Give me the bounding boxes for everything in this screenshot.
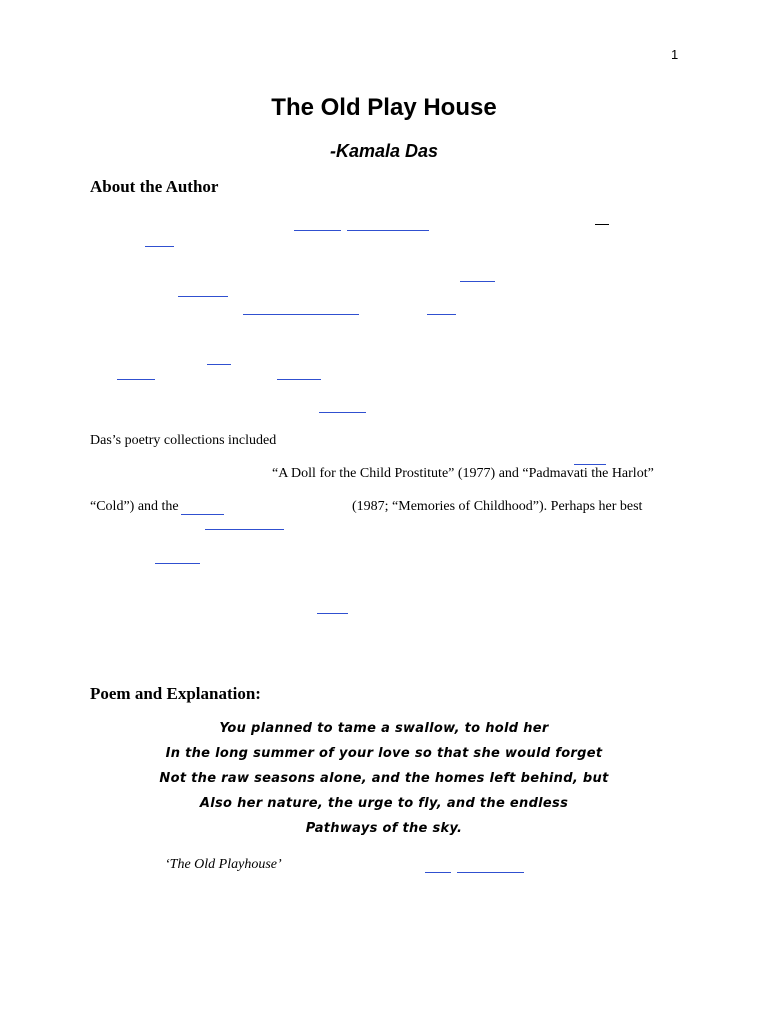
collections-line: “A Doll for the Child Prostitute” (1977) and “Padmavati the Harlot”: [272, 466, 654, 481]
poem-line: Not the raw seasons alone, and the homes left behind, but: [159, 771, 609, 786]
document-author: -Kamala Das: [329, 141, 439, 161]
hyperlink-underline[interactable]: [145, 246, 174, 247]
hyperlink-underline[interactable]: [277, 379, 321, 380]
hyperlink-underline[interactable]: [243, 314, 359, 315]
hyperlink-underline[interactable]: [181, 514, 224, 515]
text-underline: [595, 224, 609, 225]
hyperlink-underline[interactable]: [425, 872, 451, 873]
document-title: The Old Play House: [271, 94, 497, 121]
poem-line: Also her nature, the urge to fly, and the endless: [199, 796, 569, 811]
hyperlink-underline[interactable]: [574, 464, 606, 465]
memories-text: (1987; “Memories of Childhood”). Perhaps her best: [352, 499, 643, 514]
hyperlink-underline[interactable]: [460, 281, 495, 282]
poem-explanation-heading: Poem and Explanation:: [90, 684, 261, 703]
hyperlink-underline[interactable]: [155, 563, 200, 564]
poem-line: Pathways of the sky.: [305, 821, 463, 836]
cold-text: “Cold”) and the: [90, 499, 179, 514]
poem-reference: ‘The Old Playhouse’: [165, 857, 282, 872]
about-author-heading: About the Author: [90, 177, 219, 196]
poem-excerpt: [0, 716, 768, 841]
hyperlink-underline[interactable]: [457, 872, 524, 873]
poem-line: In the long summer of your love so that she would forget: [165, 746, 603, 761]
page-number: 1: [671, 47, 679, 62]
hyperlink-underline[interactable]: [347, 230, 429, 231]
hyperlink-underline[interactable]: [317, 613, 348, 614]
poetry-collections-intro: Das’s poetry collections included: [90, 433, 277, 448]
hyperlink-underline[interactable]: [207, 364, 231, 365]
hyperlink-underline[interactable]: [294, 230, 341, 231]
hyperlink-underline[interactable]: [205, 529, 284, 530]
hyperlink-underline[interactable]: [319, 412, 366, 413]
poem-line: You planned to tame a swallow, to hold her: [219, 721, 549, 736]
hyperlink-underline[interactable]: [117, 379, 155, 380]
hyperlink-underline[interactable]: [427, 314, 456, 315]
hyperlink-underline[interactable]: [178, 296, 228, 297]
